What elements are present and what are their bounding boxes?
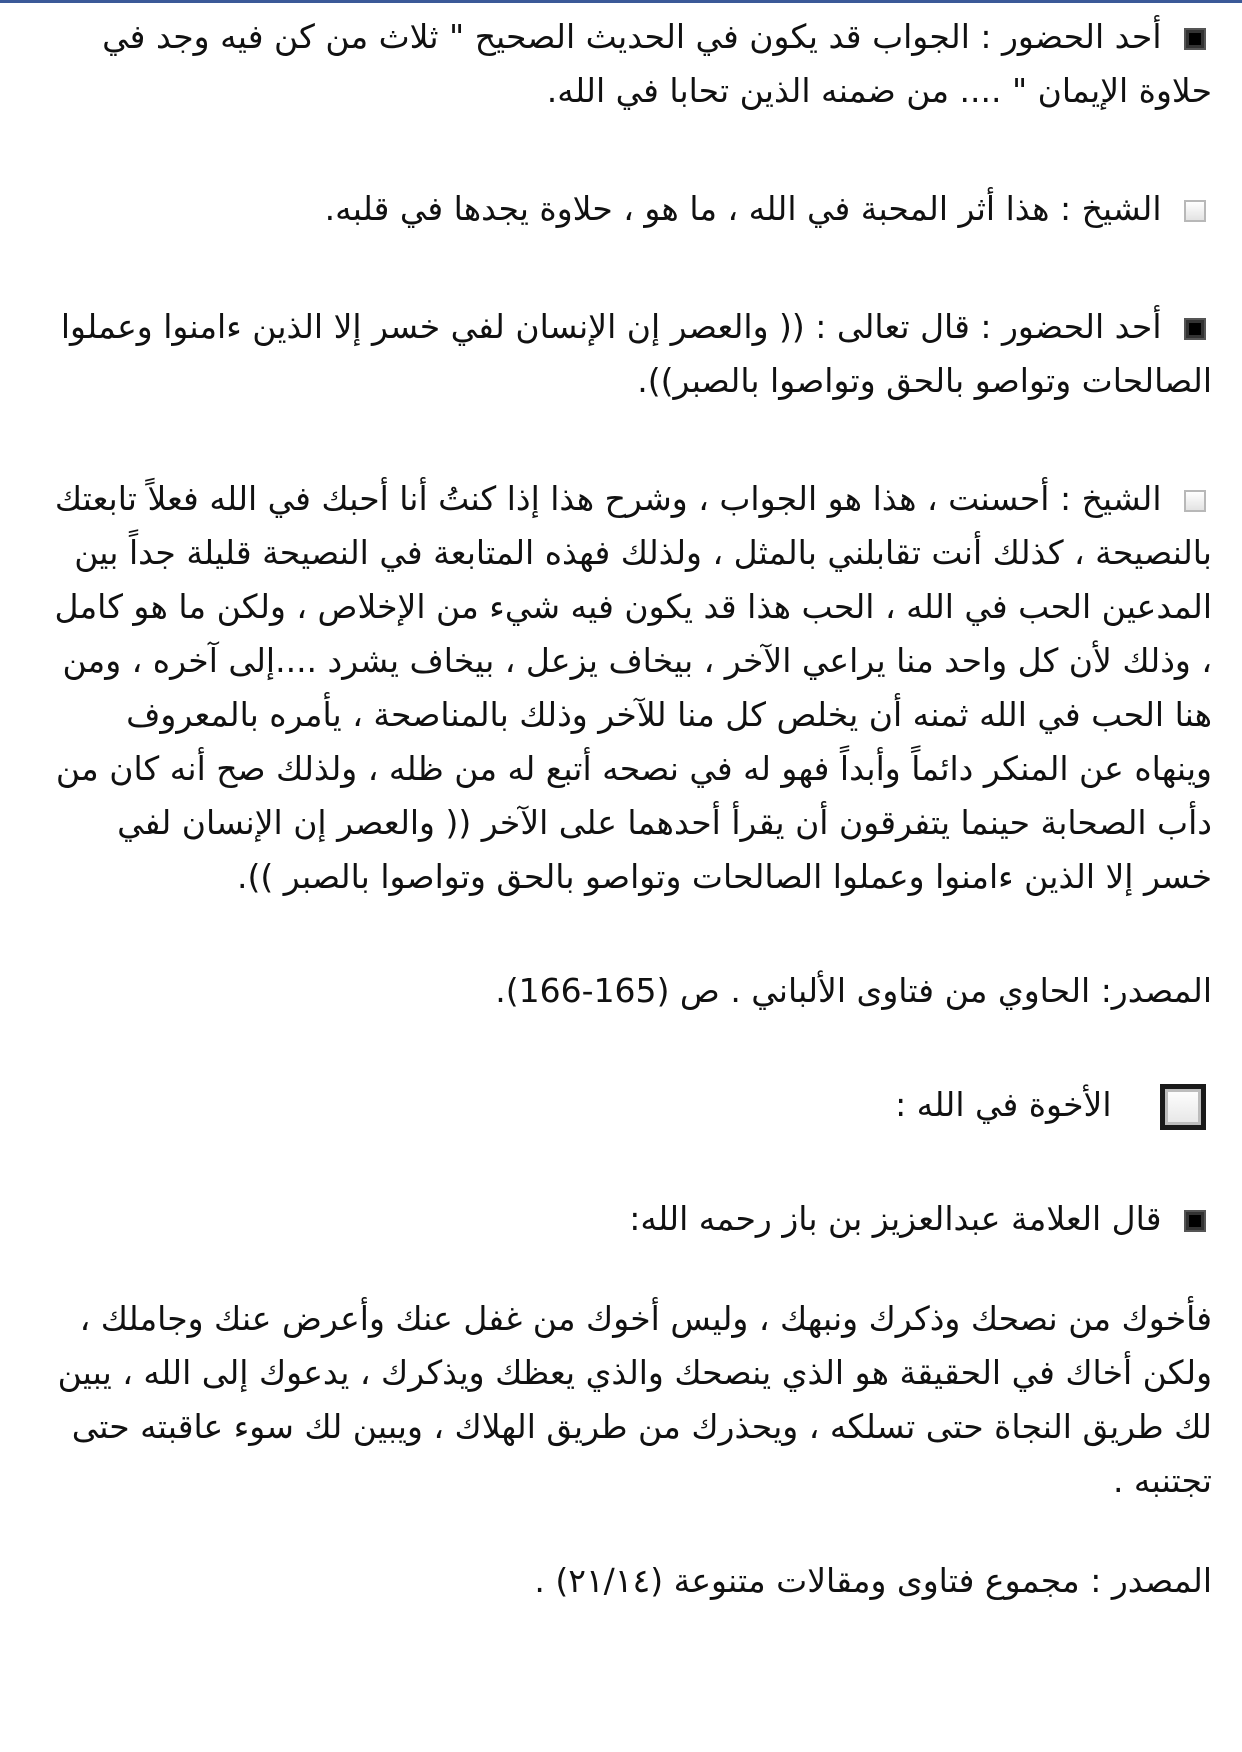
block-text: الجواب قد يكون في الحديث الصحيح " ثلاث من كن فيه وجد في حلاوة الإيمان " .... من ضمنه الذين تحابا في الله. — [102, 17, 1212, 110]
block-sheikh-2 — [40, 472, 1212, 904]
quote-text: فأخوك من نصحك وذكرك ونبهك ، وليس أخوك من غفل عنك وأعرض عنك وجاملك ، ولكن أخاك في الحقيقة هو الذي ينصحك والذي يعظك ويذكرك ، يدعوك إلى الله ، يبين لك طريق النجاة حتى تسلكه ، ويحذرك من طريق الهلاك ، ويبين لك سوء عاقبته حتى تجتنبه . — [57, 1299, 1212, 1500]
block-attendee-1 — [40, 10, 1212, 118]
white-square-bullet-icon — [1184, 200, 1206, 222]
black-square-bullet-icon — [1184, 28, 1206, 50]
speaker-label: الشيخ : — [1059, 189, 1162, 228]
section-heading — [40, 1078, 1212, 1132]
black-square-bullet-icon — [1184, 318, 1206, 340]
framed-square-icon — [1160, 1084, 1206, 1130]
section-heading-text: الأخوة في الله : — [895, 1085, 1112, 1124]
source-citation-2: المصدر : مجموع فتاوى ومقالات متنوعة (٢١/١٤) . — [534, 1561, 1212, 1600]
block-text: قال تعالى : (( والعصر إن الإنسان لفي خسر إلا الذين ءامنوا وعملوا الصالحات وتواصو بالحق وتواصوا بالصبر)). — [60, 307, 1212, 400]
top-border — [0, 0, 1242, 3]
document-body — [40, 10, 1212, 1608]
black-square-bullet-icon — [1184, 1210, 1206, 1232]
block-text: هذا أثر المحبة في الله ، ما هو ، حلاوة يجدها في قلبه. — [324, 189, 1050, 228]
block-text: أحسنت ، هذا هو الجواب ، وشرح هذا إذا كنتُ أنا أحبك في الله فعلاً تابعتك بالنصيحة ، كذلك أنت تقابلني بالمثل ، ولذلك فهذه المتابعة في النصيحة قليلة جداً بين المدعين الحب في الله ، الحب هذا قد يكون فيه شيء من الإخلاص ، ولكن ما هو كامل ، وذلك لأن كل واحد منا يراعي الآخر ، بيخاف يزعل ، بيخاف يشرد ....إلى آخره ، ومن هنا الحب في الله ثمنه أن يخلص كل منا للآخر وذلك بالمناصحة ، يأمره بالمعروف وينهاه عن المنكر دائماً وأبداً فهو له في نصحه أتبع له من ظله ، ولذلك صح أنه كان من دأب الصحابة حينما يتفرقون أن يقرأ أحدهما على الآخر (( والعصر إن الإنسان لفي خسر إلا الذين ءامنوا وعملوا الصالحات وتواصو بالحق وتواصوا بالصبر )). — [54, 479, 1212, 896]
quote-intro — [40, 1192, 1212, 1246]
speaker-label: أحد الحضور : — [980, 307, 1162, 346]
quote-intro-text: قال العلامة عبدالعزيز بن باز رحمه الله: — [629, 1199, 1162, 1238]
block-sheikh-1 — [40, 182, 1212, 236]
white-square-bullet-icon — [1184, 490, 1206, 512]
source-citation-1: المصدر: الحاوي من فتاوى الألباني . ص (165-166). — [495, 971, 1212, 1010]
block-attendee-2 — [40, 300, 1212, 408]
speaker-label: أحد الحضور : — [980, 17, 1162, 56]
speaker-label: الشيخ : — [1059, 479, 1162, 518]
